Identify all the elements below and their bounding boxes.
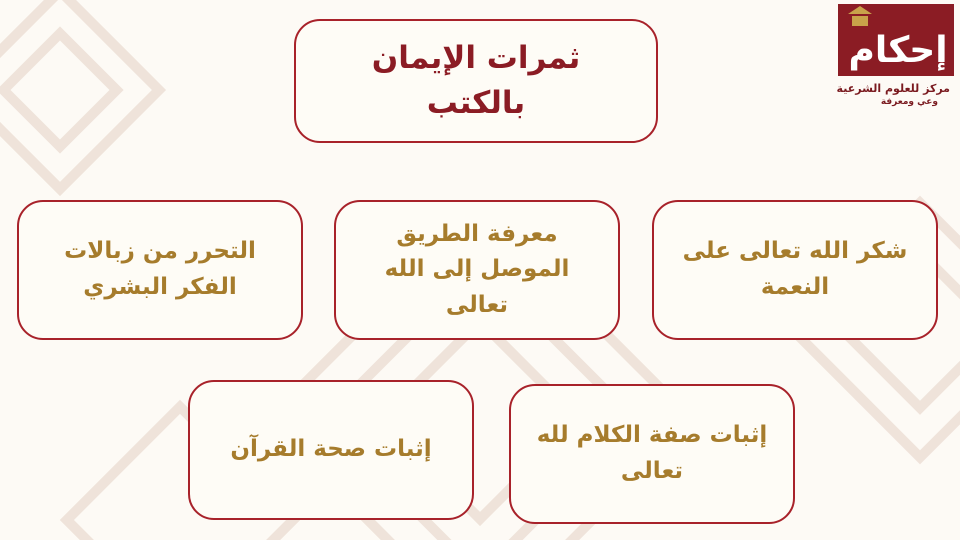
logo-mark-icon <box>838 4 954 76</box>
logo-mark-text: إحكام <box>848 30 948 71</box>
diagram-node-liberation: التحرر من زبالات الفكر البشري <box>17 200 303 340</box>
diagram-node-speech-attribute: إثبات صفة الكلام لله تعالى <box>509 384 795 524</box>
logo <box>836 4 956 108</box>
diagram-node-quran-authenticity: إثبات صحة القرآن <box>188 380 474 520</box>
logo-tagline: وعي ومعرفة <box>880 97 938 107</box>
diagram-node-gratitude: شكر الله تعالى على النعمة <box>652 200 938 340</box>
diagram-node-knowing-path: معرفة الطريق الموصل إلى الله تعالى <box>334 200 620 340</box>
diagram-title: ثمرات الإيمان بالكتب <box>294 19 658 143</box>
logo-subtitle: مركز للعلوم الشرعية <box>836 82 950 95</box>
